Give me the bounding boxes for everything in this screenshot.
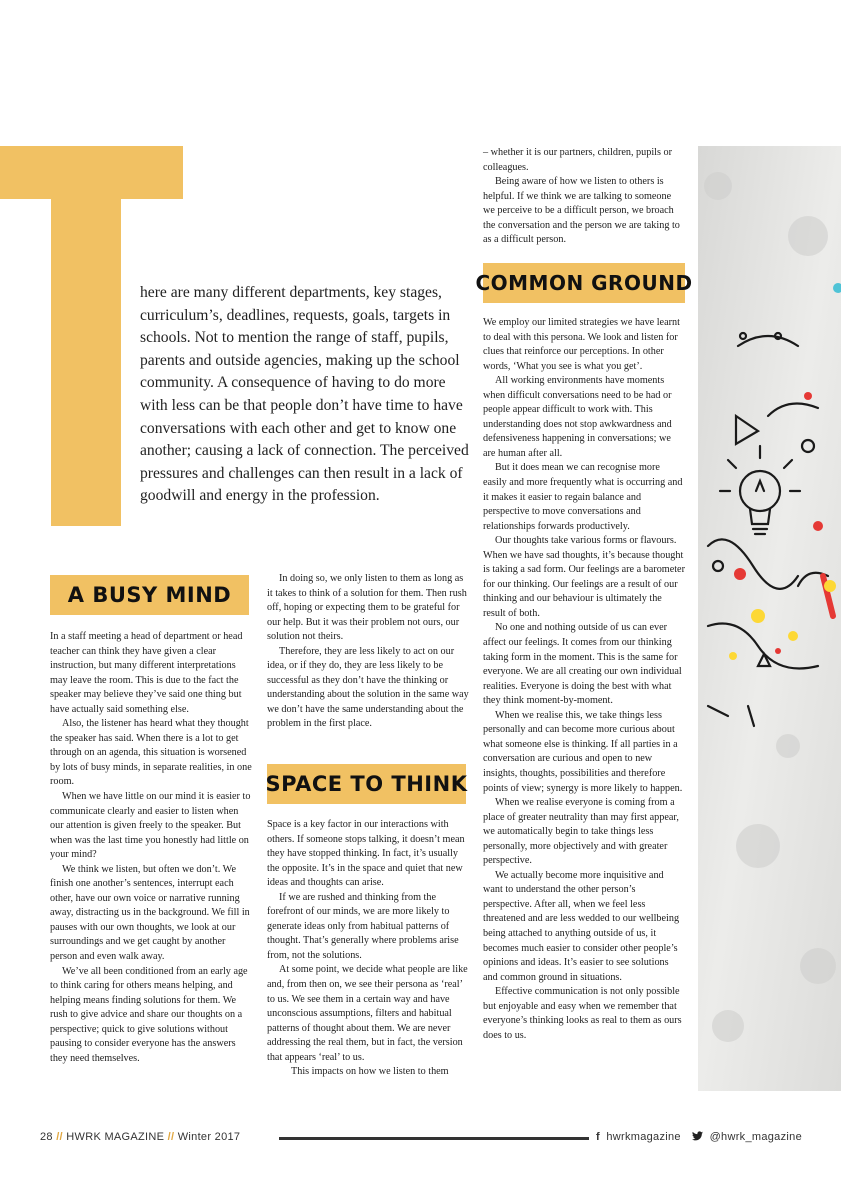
paragraph: Also, the listener has heard what they thought the speaker has said. When there is a lot to get through on an agenda, this situation is worsened by lots of busy minds, in separate realities, in one room.	[50, 718, 252, 788]
paragraph: We actually become more inquisitive and want to understand the other person’s perspective. After all, when we feel less threatened and are less wedded to our wellbeing being attached to anything outside of us, it becomes much easier to consider other people’s opinions and ideas. It’s easier to see solutions and common ground in situations.	[483, 869, 680, 983]
footer-separator: //	[56, 1131, 63, 1143]
busy-mind-continued	[267, 572, 469, 732]
paragraph: Space is a key factor in our interactions with others. If someone stops talking, it doesn’t mean they have stopped thinking. In fact, it’s usually the opposite. It’s in the space and quiet that new ideas and thoughts can arise.	[267, 819, 465, 889]
common-ground-body	[483, 316, 685, 1043]
intro-text: here are many different departments, key stages, curriculum’s, deadlines, requests, goals, targets in schools. Not to mention the range of staff, pupils, parents and outside agencies, making up the school community. A consequence of having to do more with less can be that people don’t have time to have conversations with each other and get to know one another; causing a lack of connection. The perceived pressures and challenges can then result in a lack of goodwill and energy in the profession.	[140, 284, 469, 505]
footer-social	[596, 1131, 802, 1143]
paragraph: – whether it is our partners, children, pupils or colleagues.	[483, 147, 672, 173]
facebook-handle[interactable]: hwrkmagazine	[606, 1131, 681, 1143]
paragraph: Therefore, they are less likely to act on our idea, or if they do, they are less likely to be successful as they don’t have the thinking or understanding about the solution in the same way we don’t have the same understanding about the problem in the first place.	[267, 645, 469, 730]
page-number: 28	[40, 1131, 53, 1143]
space-to-think-continued	[483, 146, 685, 248]
facebook-icon: f	[596, 1131, 600, 1143]
lightbulb-doodle-illustration	[698, 146, 841, 1091]
space-to-think-body	[267, 818, 469, 1080]
paragraph: Being aware of how we listen to others is helpful. If we think we are talking to someone we perceive to be a difficult person, we broach the conversation and the person we are taking to as a difficult person.	[483, 176, 680, 246]
intro-paragraph	[140, 282, 475, 508]
paragraph: We think we listen, but often we don’t. We finish one another’s sentences, interrupt each other, have our own voice or narrative running away, distracting us in the background. We fill in pauses with our own thoughts, we look at our surroundings and we get caught by another person and even walk away.	[50, 863, 250, 963]
paragraph: At some point, we decide what people are like and, from then on, we see their persona as ‘real’ to us. We see them in a certain way and have unconscious assumptions, filters and habitual patterns of thought about them. We are never addressing the real them, but in fact, the version that appears ‘real’ to us.	[267, 964, 468, 1063]
paragraph: This impacts on how we listen to them	[291, 1066, 449, 1078]
paragraph: All working environments have moments when difficult conversations need to be had or people appear difficult to work with. This understanding does not stop awkwardness and defensiveness happening in conversations; we are human after all.	[483, 375, 672, 459]
heading-common-ground: COMMON GROUND	[483, 263, 685, 303]
paragraph: In doing so, we only listen to them as long as it takes to think of a solution for them. Then rush off, hoping or expecting them to be grateful for our help. But it was their problem not ours, our solution not theirs.	[267, 573, 467, 643]
twitter-handle[interactable]: @hwrk_magazine	[709, 1131, 802, 1143]
paragraph: Our thoughts take various forms or flavours. When we have sad thoughts, it’s because thought is taking a sad form. Our feelings are a barometer for our thinking. Our feelings are a result of our thinking and our behaviour is ultimately the result of both.	[483, 535, 685, 619]
paragraph: When we realise this, we take things less personally and can become more curious about what someone else is thinking. If all parties in a conversation are curious and open to new insights, thoughts, possibilities and therefore points of view; synergy is more likely to happen.	[483, 709, 683, 794]
magazine-name: HWRK MAGAZINE	[66, 1131, 165, 1143]
paragraph: When we realise everyone is coming from a place of greater neutrality than may first appear, we automatically begin to take things less personally, more objectively and with greater perspective.	[483, 797, 679, 867]
paragraph: No one and nothing outside of us can ever affect our feelings. It comes from our thinking taking form in the moment. This is the same for everyone. We are all creating our own individual realities. Everyone is doing the best with what they think moment-by-moment.	[483, 622, 682, 707]
heading-space-to-think: SPACE TO THINK	[267, 764, 466, 804]
footer-rule	[279, 1137, 589, 1140]
paragraph: If we are rushed and thinking from the forefront of our minds, we are more likely to generate ideas only from habitual patterns of thought. That’s generally where problems arise from, not the solutions.	[267, 891, 459, 961]
twitter-icon	[692, 1131, 703, 1141]
drop-cap-t	[0, 146, 183, 199]
drop-cap-t-stem	[51, 199, 121, 526]
paragraph: When we have little on our mind it is easier to communicate clearly and easier to listen when our attention is given freely to the speaker. But when was the last time you honestly had little on your mind?	[50, 791, 251, 861]
paragraph: We’ve all been conditioned from an early age to think caring for others means helping, and helping means finding solutions for them. We rush to give advice and share our thoughts on a perspective; quick to give solutions without pausing to consider everyone has the answers they need themselves.	[50, 965, 248, 1064]
heading-a-busy-mind: A BUSY MIND	[50, 575, 249, 615]
footer-separator: //	[167, 1131, 175, 1143]
paragraph: We employ our limited strategies we have learnt to deal with this persona. We look and listen for clues that reinforce our perceptions. In other words, ‘What you see is what you get’.	[483, 317, 680, 372]
paragraph: Effective communication is not only possible but enjoyable and easy when we remember that everyone’s thinking looks as real to them as ours does to us.	[483, 986, 682, 1041]
paragraph: But it does mean we can recognise more easily and more frequently what is occurring and it makes it easier to regain balance and perspective to move conversations and relationships forwards productively.	[483, 462, 683, 532]
busy-mind-body	[50, 630, 252, 1066]
footer-issue-info	[40, 1131, 240, 1143]
issue-label: Winter 2017	[177, 1131, 241, 1143]
paragraph: In a staff meeting a head of department or head teacher can think they have given a clear instruction, but many different interpretations may leave the room. This is due to the fact the speaker may believe they’ve said one thing but have actually said something else.	[50, 631, 243, 715]
